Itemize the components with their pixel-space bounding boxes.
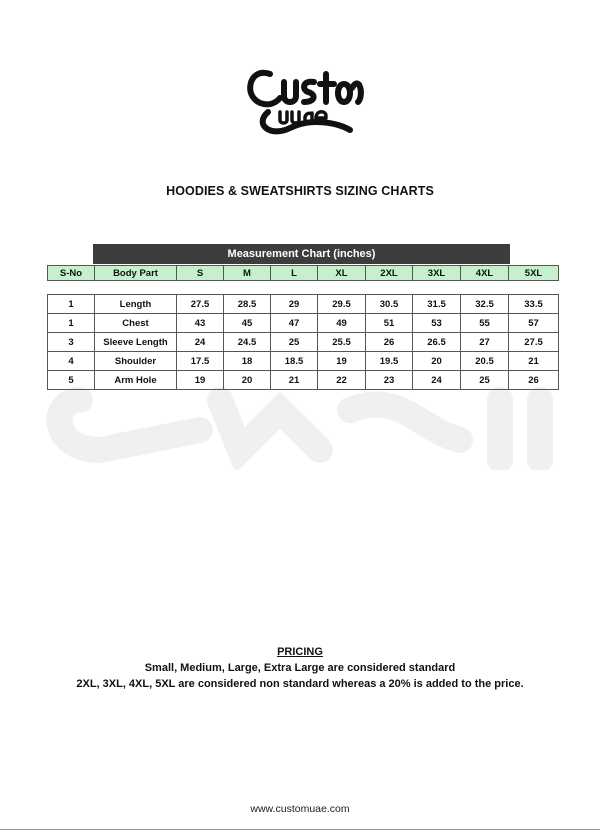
column-header: Body Part [95, 266, 177, 281]
measurement-cell: 18 [224, 352, 271, 371]
measurement-cell: 27 [461, 333, 509, 352]
size-chart-header [47, 265, 559, 281]
size-chart-table [47, 294, 559, 390]
column-header: S [177, 266, 224, 281]
body-part-cell: Length [95, 295, 177, 314]
column-header: 2XL [366, 266, 413, 281]
table-row [48, 314, 559, 333]
body-part-cell: Chest [95, 314, 177, 333]
custom-uae-logo [240, 52, 365, 140]
column-header: M [224, 266, 271, 281]
table-row [48, 295, 559, 314]
measurement-cell: 26 [366, 333, 413, 352]
serial-number-cell: 1 [48, 314, 95, 333]
measurement-cell: 30.5 [366, 295, 413, 314]
measurement-cell: 18.5 [271, 352, 318, 371]
column-header: XL [318, 266, 366, 281]
measurement-cell: 24 [413, 371, 461, 390]
column-header: S-No [48, 266, 95, 281]
serial-number-cell: 3 [48, 333, 95, 352]
measurement-cell: 19.5 [366, 352, 413, 371]
measurement-cell: 25 [271, 333, 318, 352]
measurement-cell: 21 [271, 371, 318, 390]
measurement-cell: 47 [271, 314, 318, 333]
pricing-line-nonstandard: 2XL, 3XL, 4XL, 5XL are considered non standard whereas a 20% is added to the price. [76, 678, 524, 690]
measurement-chart-caption: Measurement Chart (inches) [93, 244, 510, 264]
measurement-cell: 29 [271, 295, 318, 314]
column-header: 3XL [413, 266, 461, 281]
measurement-cell: 27.5 [177, 295, 224, 314]
measurement-cell: 21 [509, 352, 559, 371]
column-header: L [271, 266, 318, 281]
serial-number-cell: 5 [48, 371, 95, 390]
measurement-cell: 32.5 [461, 295, 509, 314]
column-header: 5XL [509, 266, 559, 281]
header-row [48, 266, 559, 281]
measurement-cell: 25.5 [318, 333, 366, 352]
body-part-cell: Sleeve Length [95, 333, 177, 352]
measurement-cell: 23 [366, 371, 413, 390]
measurement-cell: 22 [318, 371, 366, 390]
measurement-cell: 26 [509, 371, 559, 390]
measurement-cell: 57 [509, 314, 559, 333]
measurement-cell: 49 [318, 314, 366, 333]
table-row [48, 371, 559, 390]
footer-divider [0, 829, 600, 830]
measurement-cell: 33.5 [509, 295, 559, 314]
measurement-cell: 20 [413, 352, 461, 371]
pricing-heading: PRICING [277, 646, 323, 658]
measurement-cell: 17.5 [177, 352, 224, 371]
body-part-cell: Shoulder [95, 352, 177, 371]
measurement-cell: 20 [224, 371, 271, 390]
page-title: HOODIES & SWEATSHIRTS SIZING CHARTS [166, 184, 434, 198]
measurement-cell: 51 [366, 314, 413, 333]
measurement-cell: 55 [461, 314, 509, 333]
measurement-cell: 19 [318, 352, 366, 371]
measurement-cell: 19 [177, 371, 224, 390]
website-url[interactable]: www.customuae.com [250, 803, 350, 815]
measurement-cell: 45 [224, 314, 271, 333]
measurement-cell: 24 [177, 333, 224, 352]
pricing-section [0, 644, 600, 692]
measurement-cell: 26.5 [413, 333, 461, 352]
measurement-cell: 27.5 [509, 333, 559, 352]
measurement-cell: 20.5 [461, 352, 509, 371]
column-header: 4XL [461, 266, 509, 281]
pricing-line-standard: Small, Medium, Large, Extra Large are considered standard [144, 662, 456, 674]
serial-number-cell: 1 [48, 295, 95, 314]
body-part-cell: Arm Hole [95, 371, 177, 390]
measurement-cell: 25 [461, 371, 509, 390]
measurement-cell: 28.5 [224, 295, 271, 314]
measurement-cell: 24.5 [224, 333, 271, 352]
measurement-cell: 53 [413, 314, 461, 333]
measurement-cell: 43 [177, 314, 224, 333]
table-row [48, 333, 559, 352]
measurement-cell: 29.5 [318, 295, 366, 314]
measurement-cell: 31.5 [413, 295, 461, 314]
table-row [48, 352, 559, 371]
serial-number-cell: 4 [48, 352, 95, 371]
